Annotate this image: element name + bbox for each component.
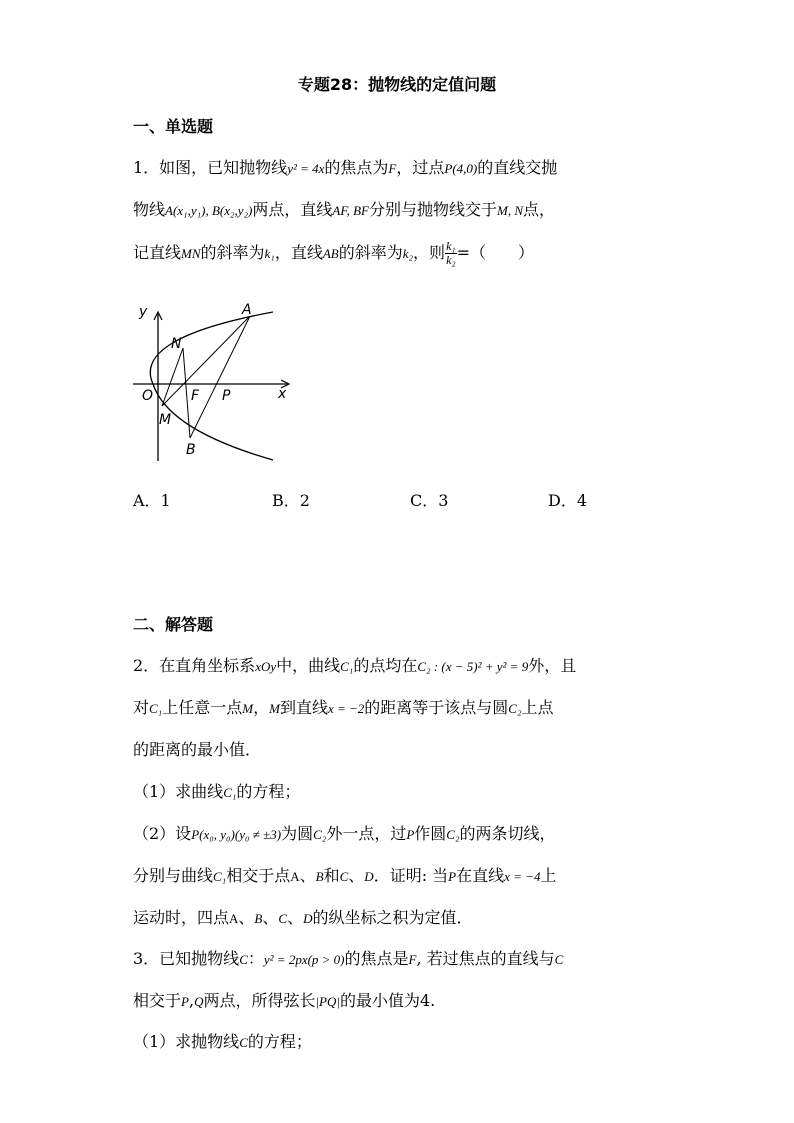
label-n: N (171, 336, 182, 352)
q2-part-2-line-2: 分别与曲线C₁相交于点A、B和C、D．证明: 当P在直线x = −4上 (133, 866, 557, 885)
q2-part-2-line-3: 运动时，四点A、B、C、D的纵坐标之积为定值． (133, 908, 473, 927)
q2-line-1: 2．在直角坐标系xOy中，曲线C₁的点均在C₂ : (x − 5)² + y² = 9外，且 (133, 656, 577, 675)
line-ab (190, 316, 250, 438)
section-heading-single-choice: 一、单选题 (133, 117, 214, 136)
q1-line-2: 物线A(x₁,y₁), B(x₂,y₂)两点，直线AF, BF分别与抛物线交于M, N点， (133, 200, 556, 219)
label-b: B (186, 442, 196, 458)
label-a: A (242, 302, 252, 318)
line-mn (162, 348, 183, 406)
label-o: O (142, 388, 154, 404)
q2-part-1: （1）求曲线C₁的方程； (133, 782, 301, 801)
q3-part-1: （1）求抛物线C的方程； (133, 1032, 312, 1051)
label-f: F (191, 388, 200, 404)
q3-line-2: 相交于P,Q两点，所得弦长|PQ|的最小值为4. (133, 991, 436, 1010)
option-b[interactable]: B．2 (272, 491, 310, 510)
line-am (162, 316, 250, 406)
option-c[interactable]: C．3 (410, 491, 449, 510)
option-a[interactable]: A．1 (133, 491, 171, 510)
label-x: x (278, 386, 287, 402)
option-d[interactable]: D．4 (548, 491, 588, 510)
q1-line-1: 1．如图，已知抛物线y² = 4x的焦点为F，过点P(4,0)的直线交抛 (133, 158, 558, 177)
q2-part-2-line-1: （2）设P(x₀, y₀)(y₀ ≠ ±3)为圆C₂外一点，过P作圆C₂的两条切线， (133, 824, 556, 843)
q3-line-1: 3．已知抛物线C：y² = 2px(p > 0)的焦点是F, 若过焦点的直线与C (133, 949, 564, 968)
section-heading-answer: 二、解答题 (133, 615, 214, 634)
line-bn (183, 348, 190, 438)
parabola-curve (150, 312, 273, 460)
parabola-figure (128, 296, 298, 466)
ratio-fraction: $\frac{\text{k₁}}{\text{k₂}}$ (446, 239, 456, 267)
label-y: y (139, 304, 148, 320)
q2-line-3: 的距离的最小值． (133, 740, 262, 759)
label-p: P (222, 388, 231, 404)
q1-line-3: 记直线MN的斜率为k₁，直线AB的斜率为k₂，则 $\frac{\text{k₁}}{\text{k₂}}$ =（ ） (133, 239, 534, 267)
label-m: M (159, 412, 172, 428)
q2-line-2: 对C₁上任意一点M，M到直线x = −2的距离等于该点与圆C₂上点 (133, 698, 554, 717)
page-title: 专题28：抛物线的定值问题 (297, 75, 497, 94)
